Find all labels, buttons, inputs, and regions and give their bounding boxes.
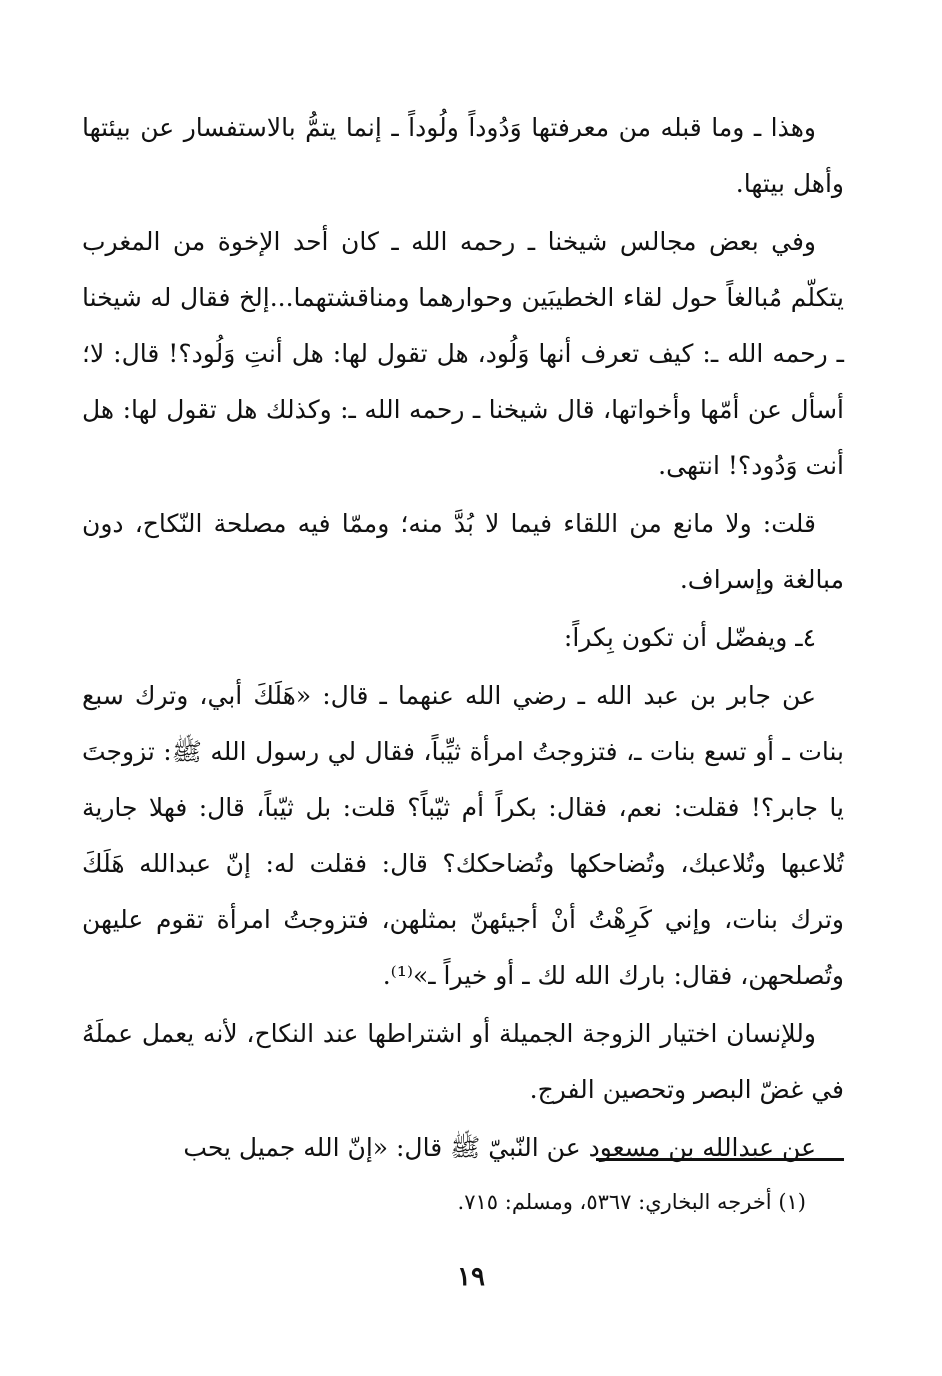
footnote-divider: [596, 1158, 844, 1161]
paragraph-sheikh-anecdote: وفي بعض مجالس شيخنا ـ رحمه الله ـ كان أحد الإخوة من المغرب يتكلّم مُبالغاً حول لقاء الخطيبَين وحوارهما ومناقشتهما...إلخ فقال له شيخنا ـ رحمه الله ـ: كيف تعرف أنها وَلُود، هل تقول لها: هل أنتِ وَلُود؟! قال: لا؛ أسأل عن أمّها وأخواتها، قال شيخنا ـ رحمه الله ـ: وكذلك هل تقول لها: هل أنت وَدُود؟! انتهى.: [82, 227, 844, 480]
section-heading-virgin: ٤ـ ويفضّل أن تكون بِكراً:: [563, 623, 816, 652]
paragraph-jabir-hadith: عن جابر بن عبد الله ـ رضي الله عنهما ـ قال: «هَلَكَ أبي، وترك سبع بنات ـ أو تسع بنات ـ، فتزوجتُ امرأة ثيِّباً، فقال لي رسول الله ﷺ: تزوجتَ يا جابر؟! فقلت: نعم، فقال: بكراً أم ثيّباً؟ قلت: بل ثيّباً، قال: فهلا جارية تُلاعبها وتُلاعبك، وتُضاحكها وتُضاحكك؟ قال: فقلت له: إنّ عبدالله هَلَكَ وترك بنات، وإني كَرِهْتُ أنْ أجيئهنّ بمثلهن، فتزوجتُ امرأة تقوم عليهن وتُصلحهن، فقال: بارك الله لك ـ أو خيراً ـ»⁽¹⁾.: [82, 681, 844, 990]
paragraph-ibn-masud-hadith: عن عبدالله بن مسعود عن النّبيّ ﷺ قال: «إنّ الله جميل يحب: [183, 1133, 816, 1162]
paragraph-meeting-note: قلت: ولا مانع من اللقاء فيما لا بُدَّ منه؛ وممّا فيه مصلحة النّكاح، دون مبالغة وإسراف.: [82, 509, 844, 594]
paragraph-beauty-choice: وللإنسان اختيار الزوجة الجميلة أو اشتراطها عند النكاح، لأنه يعمل عملَهُ في غضّ البصر وتحصين الفرج.: [82, 1019, 844, 1104]
page-body: [82, 100, 844, 1178]
footnote: (١) أخرجه البخاري: ٥٣٦٧، ومسلم: ٧١٥.: [457, 1190, 806, 1214]
page-number: ١٩: [457, 1262, 485, 1292]
paragraph-inquiry: وهذا ـ وما قبله من معرفتها وَدُوداً ولُوداً ـ إنما يتمُّ بالاستفسار عن بيئتها وأهل بيتها.: [82, 113, 844, 198]
